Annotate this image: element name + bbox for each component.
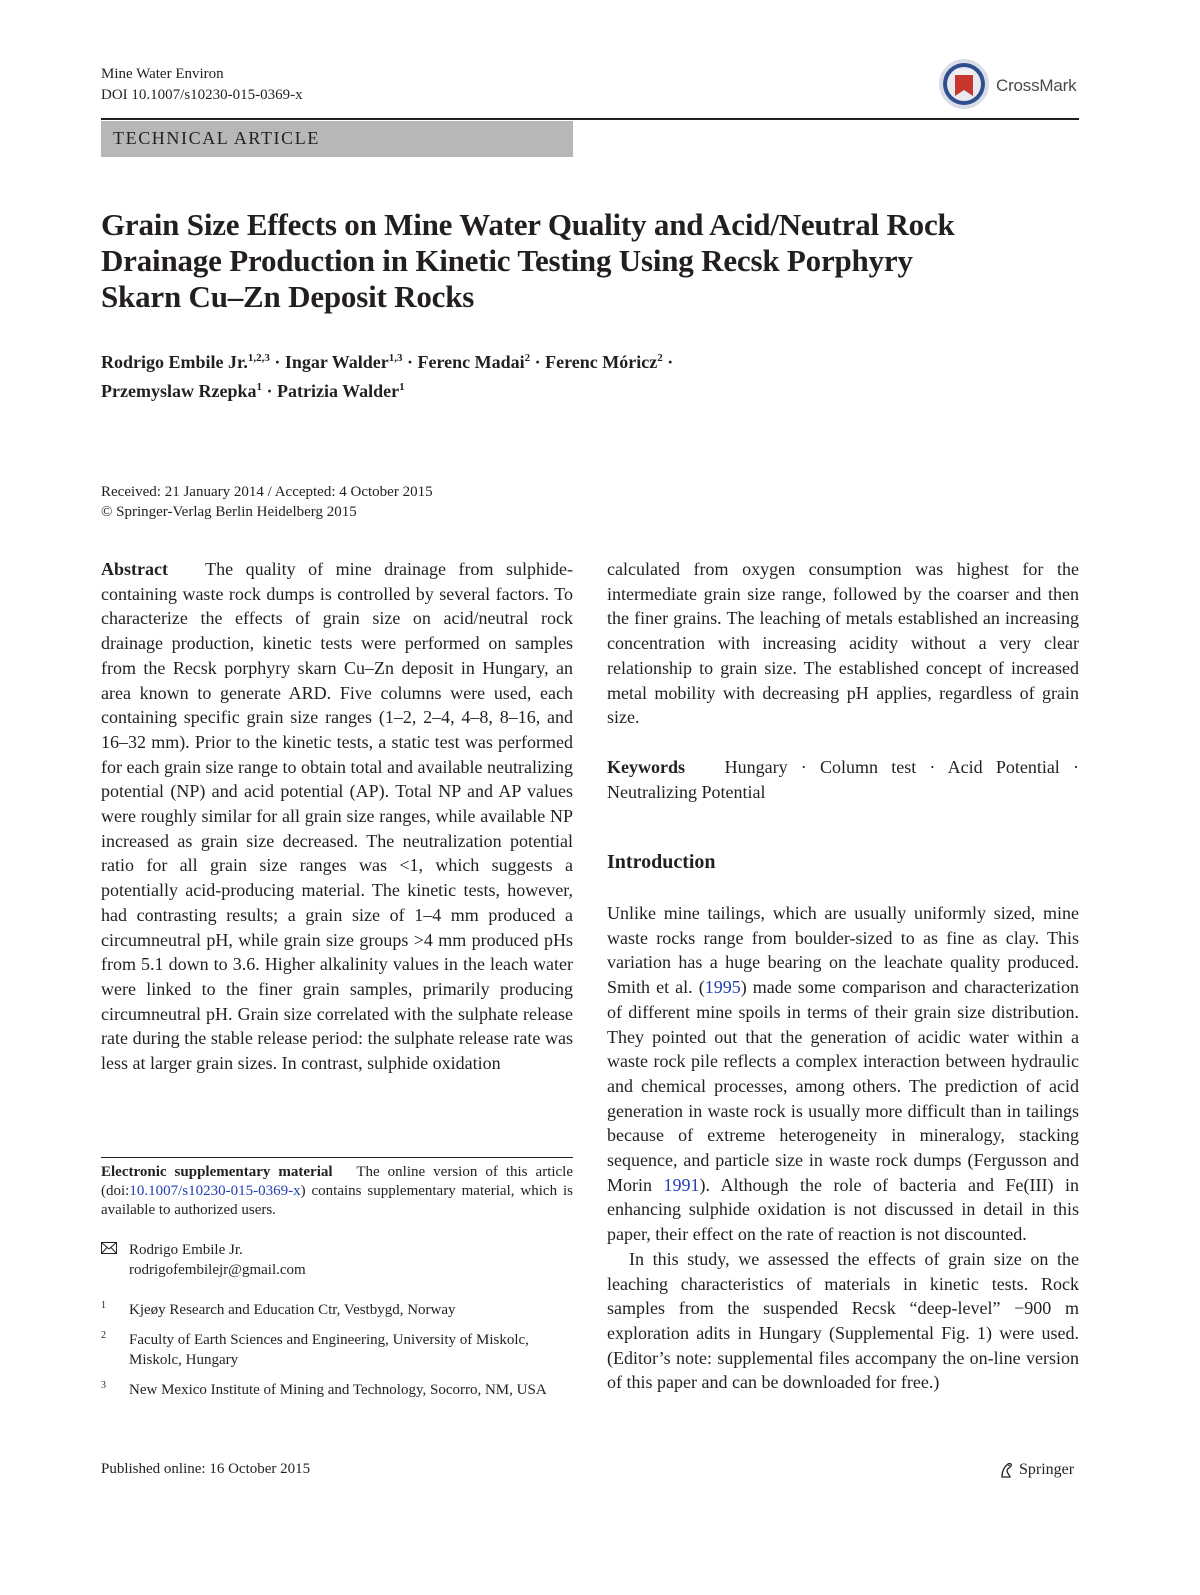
author-list [101, 346, 673, 404]
abstract-heading: Abstract [101, 559, 168, 579]
article-dates [101, 482, 433, 522]
author-line-2 [101, 375, 673, 404]
journal-name: Mine Water Environ [101, 66, 224, 82]
author-affiliation-ref: 1 [256, 381, 262, 393]
received-accepted: Received: 21 January 2014 / Accepted: 4 October 2015 [101, 484, 433, 500]
paper-title [101, 207, 1061, 315]
right-column [607, 557, 1079, 1395]
springer-horse-icon [998, 1461, 1016, 1479]
esm-text: The online version of this article (doi: [101, 1164, 574, 1199]
author-line-1 [101, 346, 673, 375]
author-name[interactable]: Ferenc Madai [417, 352, 525, 372]
affiliation-text: Faculty of Earth Sciences and Engineering, University of Miskolc, Miskolc, Hungary [129, 1332, 529, 1368]
crossmark-icon [938, 58, 990, 110]
keyword: Column test [820, 756, 917, 777]
intro-text: Unlike mine tailings, which are usually uniformly sized, mine waste rocks range from boulder-sized to as fine as clay. This variation has a huge bearing on the leachate quality produced. Smith et al. ( [607, 903, 1079, 998]
author-separator: · [266, 381, 273, 401]
doi-link[interactable]: 10.1007/s10230-015-0369-x [129, 1183, 301, 1199]
published-date: Published online: 16 October 2015 [101, 1461, 311, 1477]
author-affiliation-ref: 1,3 [388, 352, 403, 364]
footnote-rule [101, 1157, 573, 1158]
article-doi: DOI 10.1007/s10230-015-0369-x [101, 87, 303, 103]
citation-link[interactable]: 1991 [663, 1174, 700, 1195]
keyword: Neutralizing Potential [607, 781, 766, 802]
keyword: Acid Potential [947, 756, 1060, 777]
publisher-logo [998, 1459, 1088, 1483]
intro-paragraph-1 [607, 901, 1079, 1247]
article-type-banner [101, 121, 573, 157]
publisher-name: Springer [1019, 1461, 1075, 1478]
introduction-heading: Introduction [607, 851, 716, 874]
left-column [101, 557, 573, 1076]
affiliation-number: 3 [101, 1380, 106, 1391]
author-separator: · [274, 352, 281, 372]
author-name[interactable]: Ingar Walder [284, 352, 389, 372]
intro-text: ). Although the role of bacteria and Fe(III) in enhancing sulphide oxidation is not discussed in detail in this paper, their effect on the rate of reaction is not discounted. [607, 1174, 1079, 1245]
keywords: Keywords Hungary · Column test · Acid Potential · Neutralizing Potential [607, 756, 1080, 802]
author-name[interactable]: Rodrigo Embile Jr. [101, 352, 248, 372]
author-affiliation-ref: 2 [657, 352, 663, 364]
author-name[interactable]: Ferenc Móricz [545, 352, 658, 372]
envelope-icon [101, 1242, 117, 1254]
author-name[interactable]: Przemyslaw Rzepka [101, 381, 257, 401]
title-line: Grain Size Effects on Mine Water Quality and Acid/Neutral Rock [101, 207, 955, 242]
esm-heading: Electronic supplementary material [101, 1164, 333, 1180]
journal-header [101, 64, 303, 106]
supplementary-note [101, 1163, 573, 1220]
intro-paragraph-2: In this study, we assessed the effects of grain size on the leaching characteristics of materials in kinetic tests. Rock samples from the suspended Recsk “deep-level” −900 m exploration adits in Hungary (Supplemental Fig. 1) were used. (Editor’s note: supplemental files accompany the on-line version of this paper and can be downloaded for free.) [607, 1248, 1079, 1393]
title-line: Skarn Cu–Zn Deposit Rocks [101, 279, 475, 314]
article-type: TECHNICAL ARTICLE [113, 128, 320, 148]
copyright: © Springer-Verlag Berlin Heidelberg 2015 [101, 504, 357, 520]
author-name[interactable]: Patrizia Walder [276, 381, 400, 401]
author-affiliation-ref: 1 [399, 381, 405, 393]
keywords-heading: Keywords [607, 756, 685, 777]
keyword: Hungary [724, 756, 788, 777]
author-affiliation-ref: 1,2,3 [247, 352, 270, 364]
header-rule [101, 118, 1079, 120]
title-line: Drainage Production in Kinetic Testing Using Recsk Porphyry [101, 243, 913, 278]
author-affiliation-ref: 2 [524, 352, 531, 364]
affiliation-number: 1 [101, 1300, 106, 1311]
crossmark-label: CrossMark [996, 76, 1077, 95]
abstract-paragraph [101, 557, 573, 1076]
author-separator: · [534, 352, 541, 372]
intro-text: ) made some comparison and characterization of different mine spoils in terms of their grain size distribution. They pointed out that the generation of acidic water within a waste rock pile reflects a complex interaction between hydraulic and chemical processes, among others. The prediction of acid generation in waste rock is usually more difficult than in tailings because of extreme heterogeneity in mineralogy, stacking sequence, and particle size in waste rock dumps (Fergusson and Morin [607, 977, 1079, 1195]
abstract-continued: calculated from oxygen consumption was highest for the intermediate grain size range, followed by the coarser and then the finer grains. The leaching of metals established an increasing concentration with increasing acidity without a very clear relationship to grain size. The established concept of increased metal mobility with decreasing pH applies, regardless of grain size. [607, 559, 1079, 728]
affiliation-text: Kjeøy Research and Education Ctr, Vestbygd, Norway [129, 1302, 456, 1318]
corresponding-author: Rodrigo Embile Jr. [129, 1242, 243, 1258]
author-separator: · [406, 352, 413, 372]
author-separator: · [667, 352, 674, 372]
author-email[interactable]: rodrigofembilejr@gmail.com [129, 1262, 306, 1278]
affiliation-text: New Mexico Institute of Mining and Technology, Socorro, NM, USA [129, 1382, 547, 1398]
esm-text: ) contains supplementary material, which is available to authorized users. [101, 1183, 573, 1218]
crossmark-badge[interactable] [938, 58, 1083, 114]
affiliation-number: 2 [101, 1330, 106, 1341]
citation-link[interactable]: 1995 [704, 977, 741, 998]
abstract-text: The quality of mine drainage from sulphide-containing waste rock dumps is controlled by several factors. To characterize the effects of grain size on acid/neutral rock drainage production, kinetic tests were performed on samples from the Recsk porphyry skarn Cu–Zn deposit in Hungary, an area known to generate ARD. Five columns were used, each containing specific grain size ranges (1–2, 2–4, 4–8, 8–16, and 16–32 mm). Prior to the kinetic tests, a static test was performed for each grain size range to obtain total and available neutralizing potential (NP) and acid potential (AP). Total NP and AP values were roughly similar for all grain size ranges, while available NP increased as grain size decreased. The neutralization potential ratio for all grain size ranges was <1, which suggests a potentially acid-producing material. The kinetic tests, however, had contrasting results; a grain size of 1–4 mm produced a circumneutral pH, while grain size groups >4 mm produced pHs from 5.1 down to 3.6. Higher alkalinity values in the leach water were linked to the finer grain samples, primarily producing circumneutral pH. Grain size correlated with the sulphate release rate during the stable release period: the sulphate release rate was less at larger grain sizes. In contrast, sulphide oxidation [101, 559, 573, 1074]
